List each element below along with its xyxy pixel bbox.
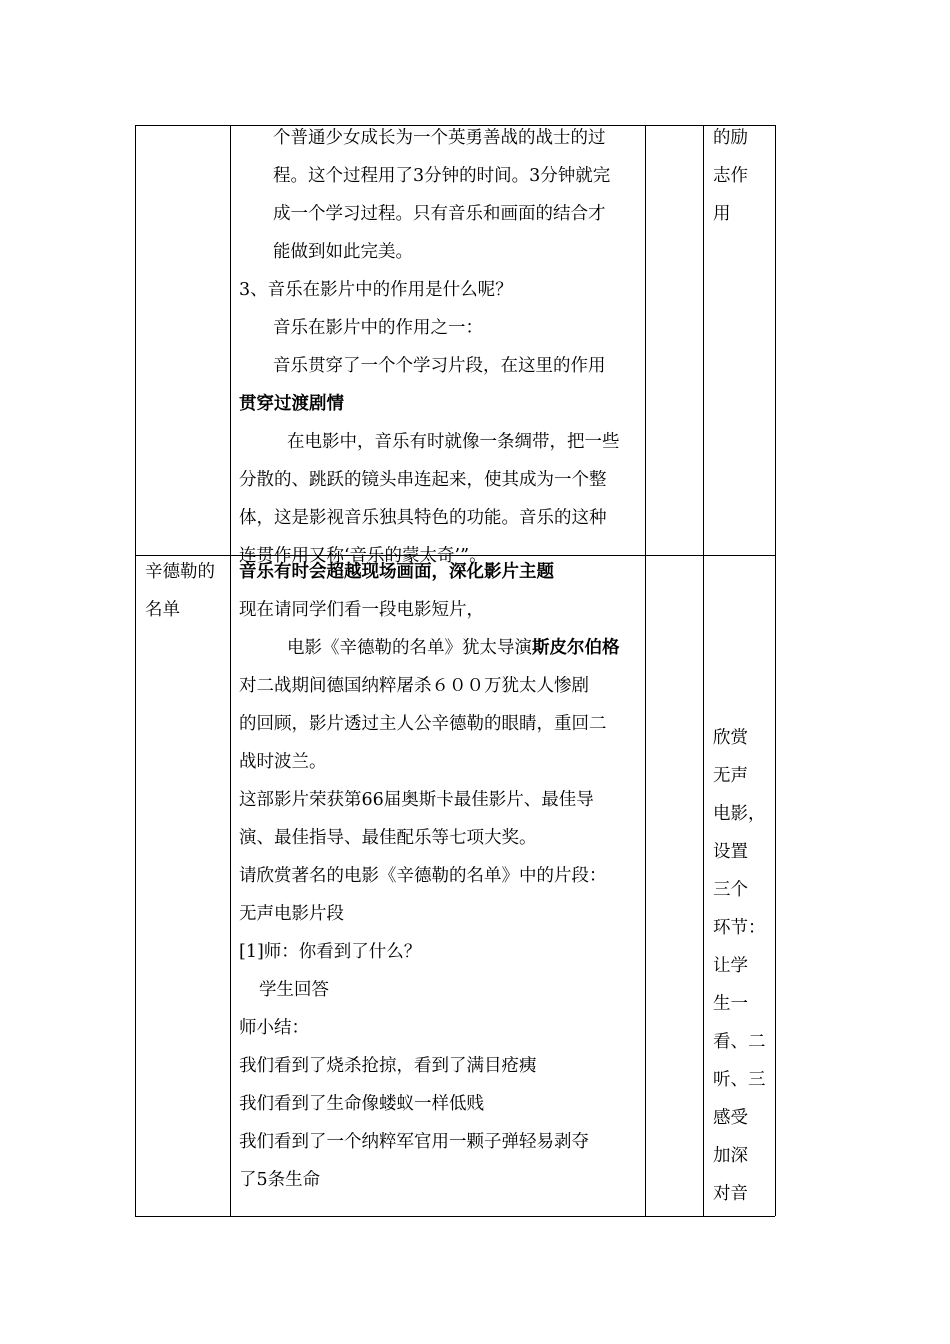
section-title-line: 辛德勒的 — [145, 562, 215, 582]
column-divider-2 — [645, 125, 646, 1216]
row2-notes — [713, 719, 773, 1213]
row1-line: 分散的、跳跃的镜头串连起来，使其成为一个整 — [239, 470, 607, 490]
row2-line: 对二战期间德国纳粹屠杀６００万犹太人惨剧 — [239, 676, 589, 696]
note-line: 电影， — [713, 804, 766, 824]
row1-line: 能做到如此完美。 — [273, 242, 413, 262]
row2-line: 了5条生命 — [239, 1170, 321, 1190]
note-line: 欣赏 — [713, 728, 748, 748]
row1-bold-phrase: 贯穿过渡剧情 — [239, 394, 344, 414]
row1-content — [239, 119, 644, 575]
note-line: 看、二 — [713, 1032, 766, 1052]
row2-line: 这部影片荣获第66届奥斯卡最佳影片、最佳导 — [239, 790, 594, 810]
row2-line: 演、最佳指导、最佳配乐等七项大奖。 — [239, 828, 537, 848]
row1-line: 体，这是影视音乐独具特色的功能。音乐的这种 — [239, 508, 607, 528]
row2-line: 学生回答 — [259, 980, 329, 1000]
note-line: 设置 — [713, 842, 748, 862]
row2-line: 我们看到了烧杀抢掠，看到了满目疮痍 — [239, 1056, 537, 1076]
row2-content — [239, 553, 644, 1199]
column-divider-3 — [703, 125, 704, 1216]
row1-question: 3、音乐在影片中的作用是什么呢？ — [239, 280, 513, 300]
row2-line: 请欣赏著名的电影《辛德勒的名单》中的片段： — [239, 866, 607, 886]
row1-notes — [713, 119, 773, 233]
note-line: 加深 — [713, 1146, 748, 1166]
lesson-plan-table — [135, 125, 775, 1216]
note-line: 的励 — [713, 128, 748, 148]
note-line: 对音 — [713, 1184, 748, 1204]
row2-line: 的回顾，影片透过主人公辛德勒的眼睛，重回二 — [239, 714, 607, 734]
note-line: 让学 — [713, 956, 748, 976]
row2-line: 我们看到了一个纳粹军官用一颗子弹轻易剥夺 — [239, 1132, 589, 1152]
row1-line: 音乐贯穿了一个个学习片段，在这里的作用 — [273, 356, 606, 376]
director-name: 斯皮尔伯格 — [532, 638, 620, 658]
table-border-right — [775, 125, 776, 1216]
note-line: 三个 — [713, 880, 748, 900]
row2-line: [1]师：你看到了什么？ — [239, 942, 422, 962]
row2-intro: 现在请同学们看一段电影短片， — [239, 600, 484, 620]
row2-title — [145, 553, 230, 629]
note-line: 无声 — [713, 766, 748, 786]
section-title-line: 名单 — [145, 600, 180, 620]
note-line: 用 — [713, 204, 731, 224]
note-line: 感受 — [713, 1108, 748, 1128]
row1-line: 个普通少女成长为一个英勇善战的战士的过 — [273, 128, 606, 148]
row1-line: 在电影中，音乐有时就像一条绸带，把一些 — [287, 432, 620, 452]
note-line: 听、三 — [713, 1070, 766, 1090]
row2-line: 师小结： — [239, 1018, 309, 1038]
note-line: 志作 — [713, 166, 748, 186]
film-prefix: 电影《辛德勒的名单》犹太导演 — [287, 638, 532, 658]
column-divider-1 — [230, 125, 231, 1216]
row1-line: 程。这个过程用了3分钟的时间。3分钟就完 — [273, 166, 611, 186]
row2-line: 战时波兰。 — [239, 752, 327, 772]
row1-line: 成一个学习过程。只有音乐和画面的结合才 — [273, 204, 606, 224]
row2-line: 无声电影片段 — [239, 904, 344, 924]
row1-line: 连贯作用又称‘音乐的蒙太奇’”。 — [239, 546, 487, 566]
film-intro-line — [239, 629, 644, 667]
table-border-left — [135, 125, 136, 1216]
row2-line: 我们看到了生命像蝼蚁一样低贱 — [239, 1094, 484, 1114]
row1-line: 音乐在影片中的作用之一： — [273, 318, 483, 338]
table-border-bottom — [135, 1216, 775, 1217]
note-line: 环节： — [713, 918, 766, 938]
row2-heading: 音乐有时会超越现场画面，深化影片主题 — [239, 562, 554, 582]
note-line: 生一 — [713, 994, 748, 1014]
